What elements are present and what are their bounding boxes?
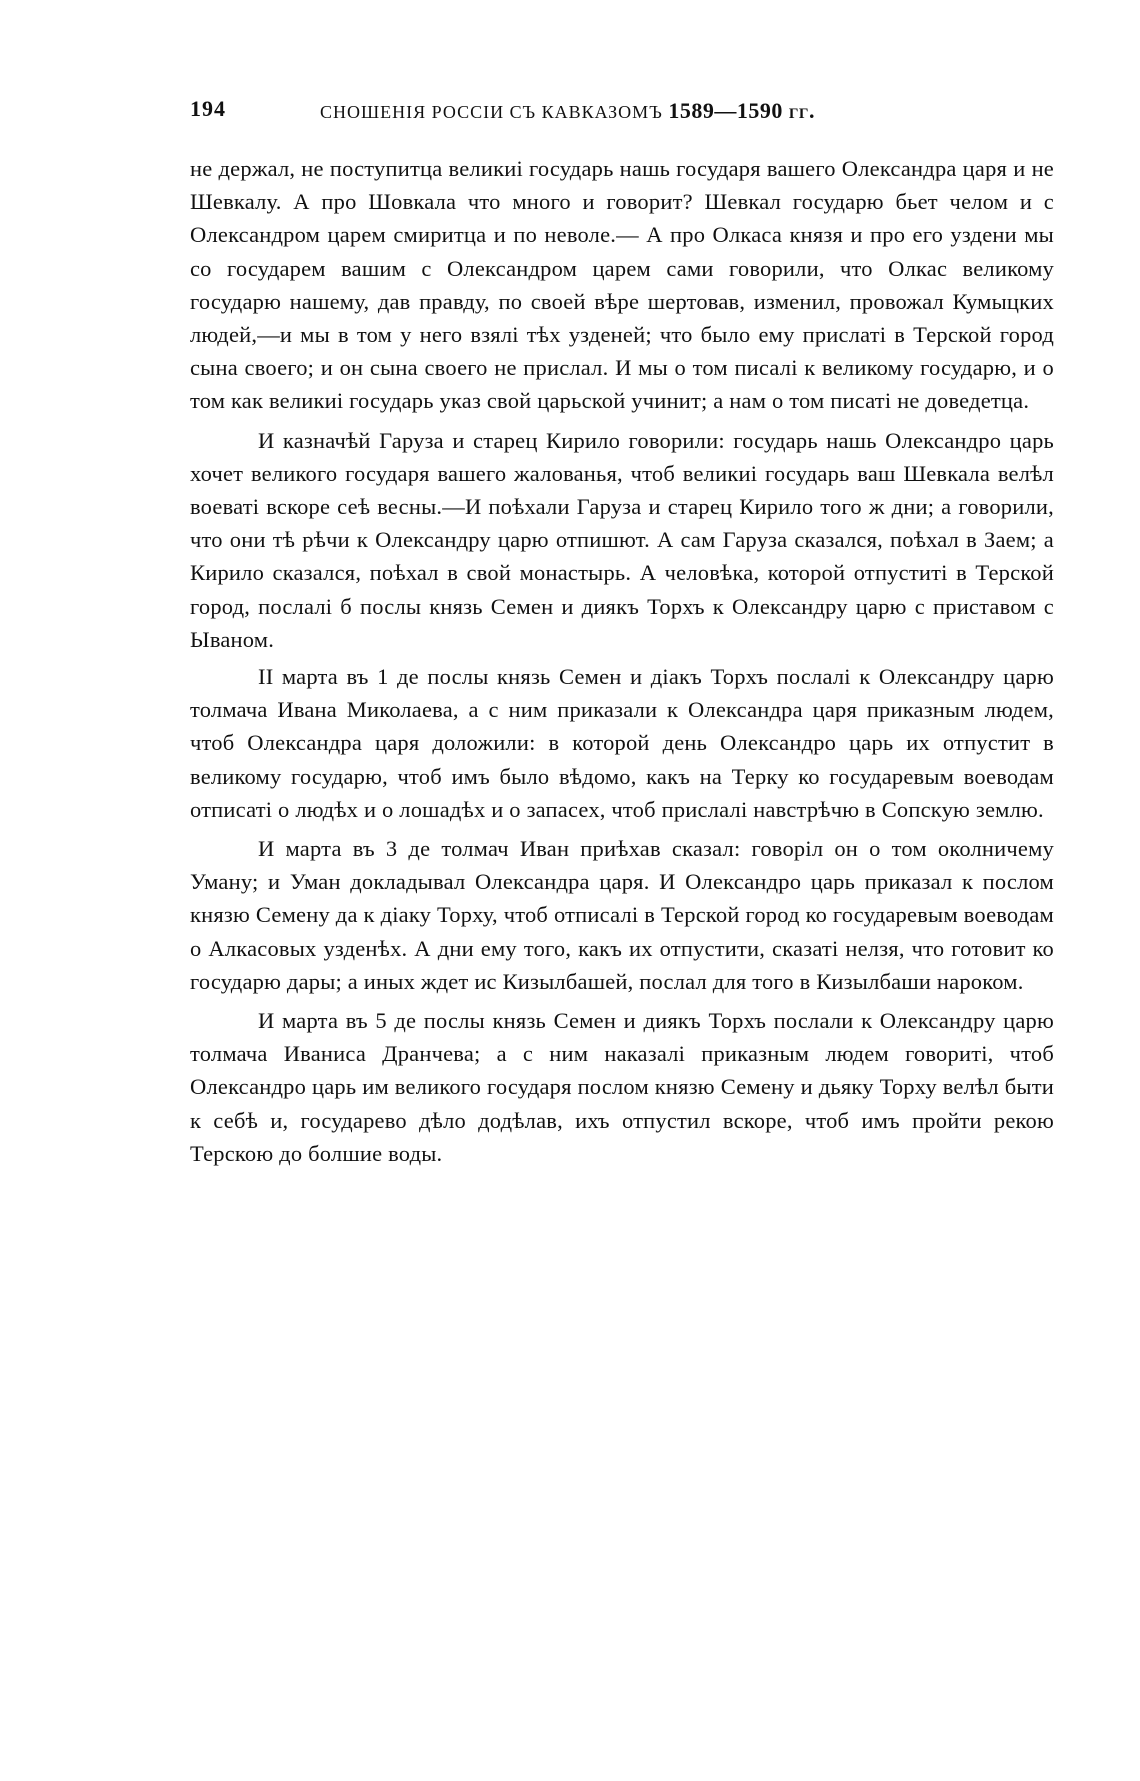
paragraph-4: И марта въ 3 де толмач Иван приѣхав сказал: говоріл он о том околничему Уману; и Уман докладывал Олександра царя. И Олександро царь приказал к послом князю Семену да к діаку Торху, чтоб отписалі в Терской город ко государевым воеводам о Алкасовых узденѣх. А дни ему того, какъ их отпустити, сказаті нелзя, что готовит ко государю дары; а иных ждет ис Кизылбашей, послал для того в Кизылбаши нароком. xyxy=(190,836,1054,994)
paragraph-2: И казначѣй Гаруза и старец Кирило говорили: государь нашь Олександро царь хочет великого государя вашего жалованья, чтоб великиі государь ваш Шевкала велѣл воеваті вскоре сеѣ весны.—И поѣхали Гаруза и старец Кирило того ж дни; а говорили, что они тѣ рѣчи к Олександру царю отпишют. А сам Гаруза сказался, поѣхал в Заем; а Кирило сказался, поѣхал в свой монастырь. А человѣка, которой отпуститі в Терской город, послалі б послы князь Семен и диякъ Торхъ к Олександру царю с приставом с Ываном. xyxy=(190,427,1054,652)
running-title-text: СНОШЕНІЯ РОССІИ СЪ КАВКАЗОМЪ xyxy=(320,102,663,122)
body-text xyxy=(190,152,1054,1170)
paragraph-3: II марта въ 1 де послы князь Семен и діакъ Торхъ послалі к Олександру царю толмача Ивана Миколаева, а с ним приказали к Олександра царя приказным людем, чтоб Олександра царя доложили: в которой день Олександро царь их отпустит в великому государю, чтоб имъ было вѣдомо, какъ на Терку ко государевым воеводам отписаті о людѣх и о лошадѣх и о запасех, чтоб прислалі навстрѣчю в Сопскую землю. xyxy=(190,664,1054,822)
page-number: 194 xyxy=(190,96,226,121)
paragraph-1: не держал, не поступитца великиі государь нашь государя вашего Олександра царя и не Шевкалу. А про Шовкала что много и говорит? Шевкал государю бьет челом и с Олександром царем смиритца и по неволе.— А про Олкаса князя и про его уздени мы со государем вашим с Олександром царем сами говорили, что Олкас великому государю нашему, дав правду, по своей вѣре шертовав, изменил, провожал Кумыцких людей,—и мы в том у него взялі тѣх узденей; что было ему прислаті в Терской город сына своего; и он сына своего не прислал. И мы о том писалі к великому государю, и о том как великиі государь указ свой царьской учинит; а нам о том писаті не доведетца. xyxy=(190,156,1054,414)
running-title xyxy=(320,98,815,124)
running-title-years: 1589—1590 гг. xyxy=(668,98,815,123)
page-header xyxy=(190,96,890,130)
paragraph-5: И марта въ 5 де послы князь Семен и диякъ Торхъ послали к Олександру царю толмача Иваниса Дранчева; а с ним наказалі приказным людем говориті, чтоб Олександро царь им великого государя послом князю Семену и дьяку Торху велѣл быти к себѣ и, государево дѣло додѣлав, ихъ отпустил вскоре, чтоб имъ пройти рекою Терскою до болшие воды. xyxy=(190,1008,1054,1166)
